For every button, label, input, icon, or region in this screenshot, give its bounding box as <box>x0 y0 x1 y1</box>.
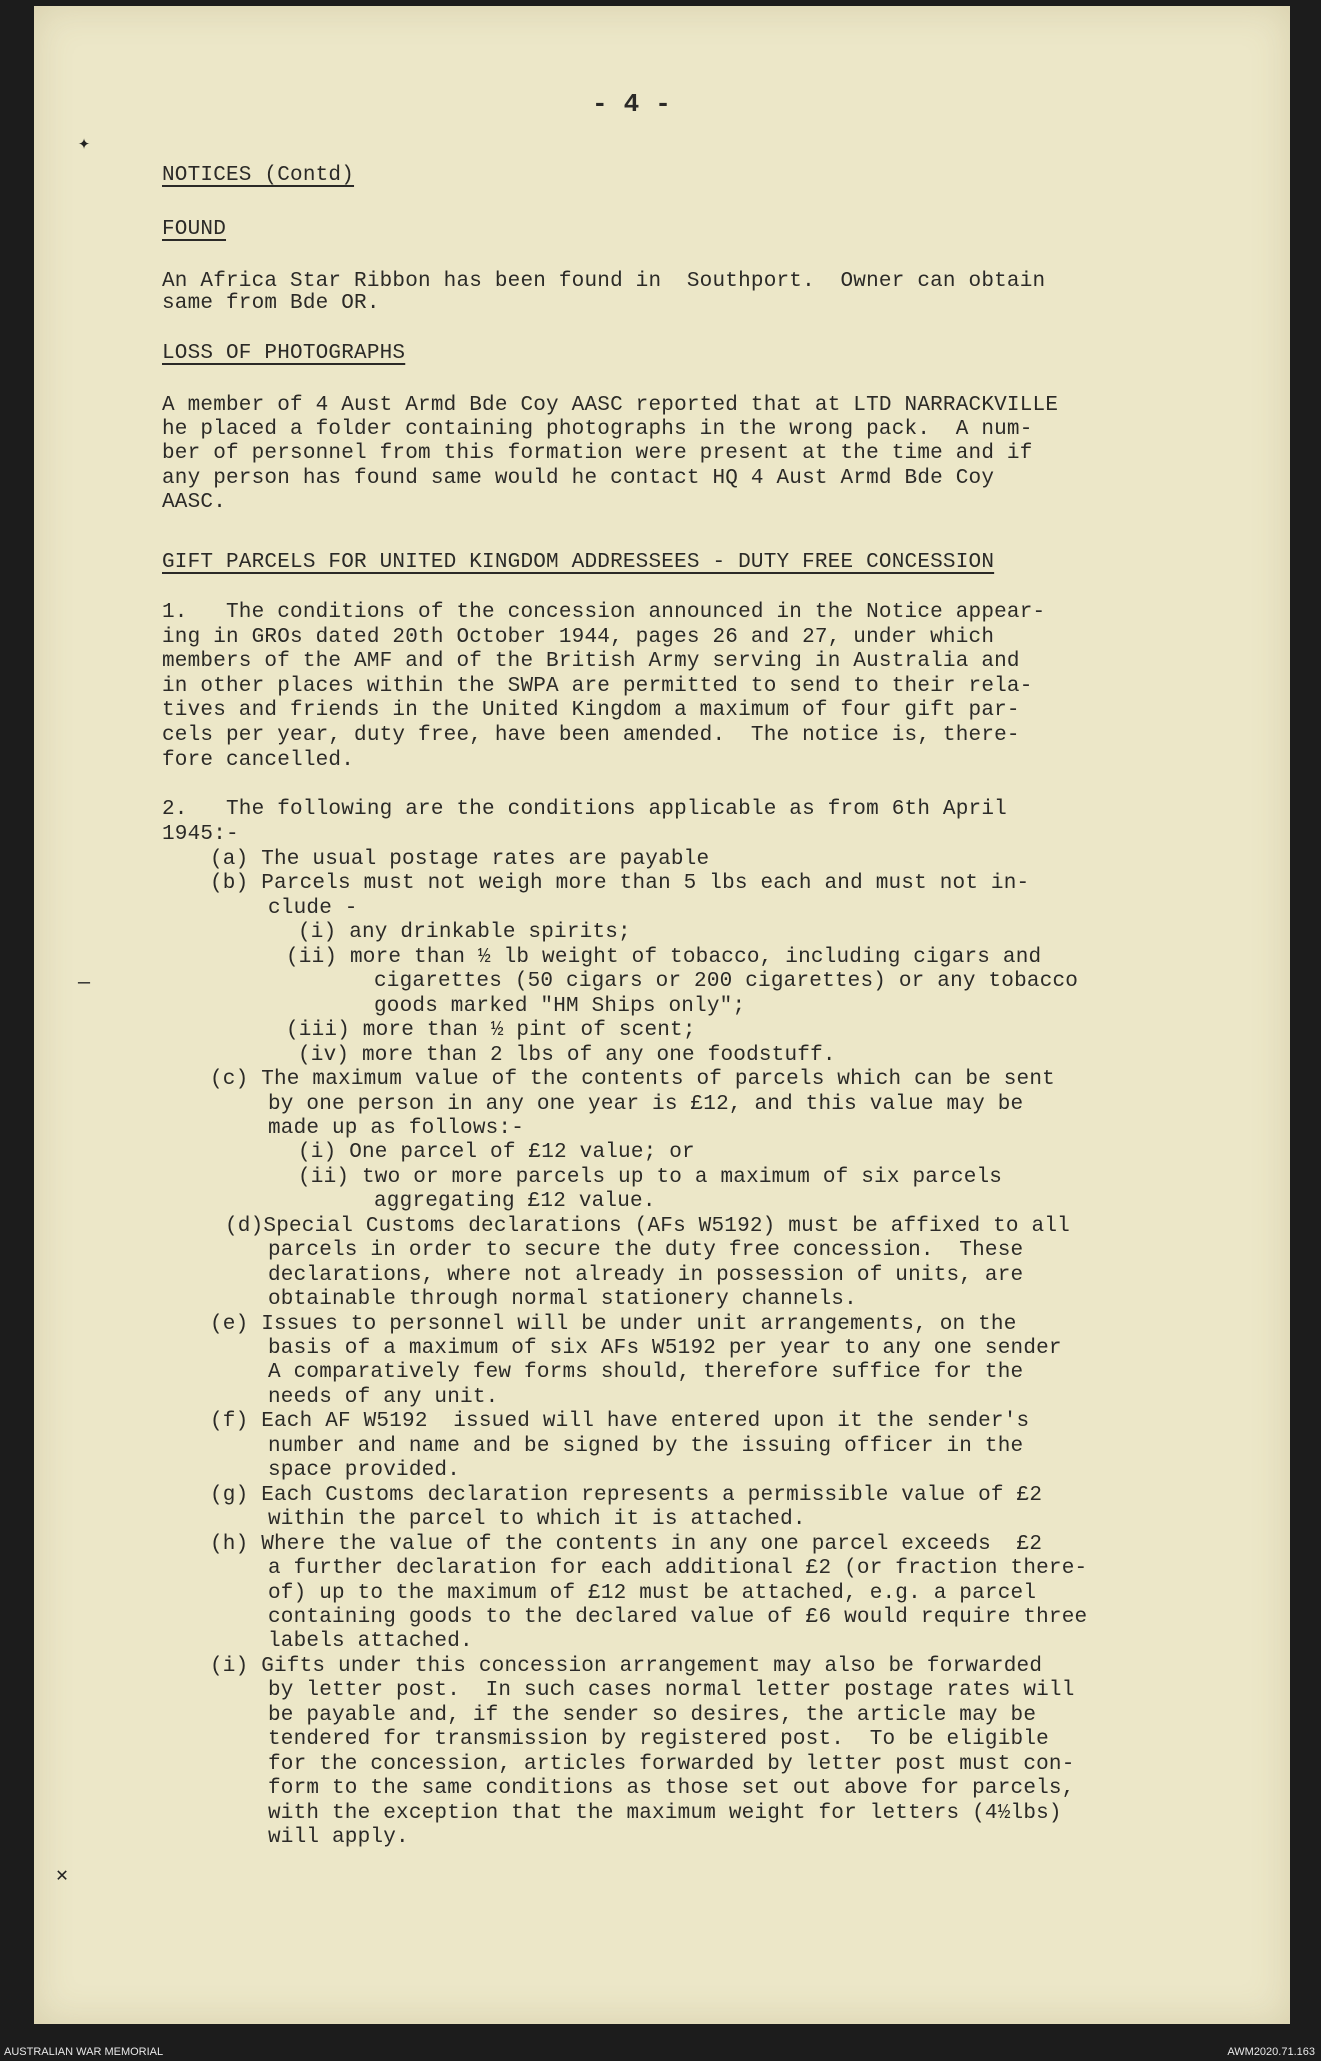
condition-line: space provided. <box>268 1459 461 1483</box>
paragraph-1-line: tives and friends in the United Kingdom a maximum of four gift par- <box>162 699 1020 723</box>
condition-line: labels attached. <box>268 1630 473 1654</box>
condition-line: basis of a maximum of six AFs W5192 per year to any one sender <box>268 1337 1062 1360</box>
condition-line: (i) Gifts under this concession arrangement may also be forwarded <box>210 1654 1043 1678</box>
condition-line: tendered for transmission by registered post. To be eligible <box>268 1728 1049 1752</box>
paragraph-2-line: 1945:- <box>162 822 239 846</box>
condition-line: (f) Each AF W5192 issued will have entered upon it the sender's <box>210 1410 1030 1434</box>
condition-line: (ii) more than ½ lb weight of tobacco, including cigars and <box>286 945 1042 969</box>
heading-notices: NOTICES (Contd) <box>162 164 355 187</box>
condition-line: goods marked "HM Ships only"; <box>374 994 746 1018</box>
loss-line: AASC. <box>162 490 227 514</box>
loss-line: A member of 4 Aust Armd Bde Coy AASC reported that at LTD NARRACKVILLE <box>162 394 1059 417</box>
condition-line: by letter post. In such cases normal letter postage rates will <box>268 1679 1075 1703</box>
condition-line: declarations, where not already in possession of units, are <box>268 1263 1024 1287</box>
heading-gift-parcels: GIFT PARCELS FOR UNITED KINGDOM ADDRESSEES - DUTY FREE CONCESSION <box>162 551 995 574</box>
paragraph-2-line: 2. The following are the conditions applicable as from 6th April <box>162 798 1007 821</box>
condition-line: within the parcel to which it is attached. <box>268 1508 806 1532</box>
footer-accession-number: AWM2020.71.163 <box>1227 2046 1315 2058</box>
condition-line: parcels in order to secure the duty free concession. These <box>268 1239 1024 1263</box>
condition-line: obtainable through normal stationery channels. <box>268 1288 857 1312</box>
condition-line: form to the same conditions as those set out above for parcels, <box>268 1777 1075 1801</box>
condition-line: a further declaration for each additional £2 (or fraction there- <box>268 1557 1088 1581</box>
margin-mark-top: ✦ <box>78 133 91 156</box>
paragraph-1-line: 1. The conditions of the concession announced in the Notice appear- <box>162 601 1046 624</box>
loss-line: ber of personnel from this formation were present at the time and if <box>162 442 1033 466</box>
condition-line: number and name and be signed by the issuing officer in the <box>268 1434 1024 1458</box>
condition-line: (a) The usual postage rates are payable <box>210 848 710 871</box>
found-line: same from Bde OR. <box>162 292 380 315</box>
condition-line: (i) One parcel of £12 value; or <box>298 1141 695 1165</box>
condition-line: (i) any drinkable spirits; <box>298 921 631 945</box>
condition-line: (ii) two or more parcels up to a maximum of six parcels <box>298 1165 1003 1189</box>
document-page <box>34 6 1290 2024</box>
heading-found: FOUND <box>162 218 227 241</box>
paragraph-1-line: in other places within the SWPA are permitted to send to their rela- <box>162 674 1033 698</box>
condition-line: (g) Each Customs declaration represents a permissible value of £2 <box>210 1483 1043 1507</box>
condition-line: (c) The maximum value of the contents of parcels which can be sent <box>210 1068 1055 1092</box>
condition-line: by one person in any one year is £12, and this value may be <box>268 1092 1024 1116</box>
condition-line: with the exception that the maximum weight for letters (4½lbs) <box>268 1801 1062 1825</box>
condition-line: will apply. <box>268 1826 409 1849</box>
condition-line: (iii) more than ½ pint of scent; <box>286 1019 696 1043</box>
margin-mark-middle: — <box>78 972 91 995</box>
condition-line: clude - <box>268 896 358 920</box>
condition-line: be payable and, if the sender so desires, the article may be <box>268 1703 1037 1727</box>
loss-line: any person has found same would he contact HQ 4 Aust Armd Bde Coy <box>162 466 995 490</box>
condition-line: cigarettes (50 cigars or 200 cigarettes) or any tobacco <box>374 970 1079 994</box>
paragraph-1-line: ing in GROs dated 20th October 1944, pages 26 and 27, under which <box>162 625 995 649</box>
condition-line: (b) Parcels must not weigh more than 5 lbs each and must not in- <box>210 872 1030 896</box>
heading-loss-of-photographs: LOSS OF PHOTOGRAPHS <box>162 342 406 365</box>
condition-line: (iv) more than 2 lbs of any one foodstuff. <box>298 1043 836 1067</box>
found-line: An Africa Star Ribbon has been found in Southport. Owner can obtain <box>162 270 1046 293</box>
footer-credit: AUSTRALIAN WAR MEMORIAL <box>4 2046 164 2058</box>
paragraph-1-line: fore cancelled. <box>162 748 355 772</box>
paragraph-1-line: cels per year, duty free, have been amended. The notice is, there- <box>162 724 1020 747</box>
loss-line: he placed a folder containing photographs in the wrong pack. A num- <box>162 418 1033 442</box>
condition-line: A comparatively few forms should, therefore suffice for the <box>268 1361 1024 1385</box>
page-number: - 4 - <box>592 89 672 119</box>
condition-line: needs of any unit. <box>268 1385 499 1409</box>
condition-line: (h) Where the value of the contents in any one parcel exceeds £2 <box>210 1532 1043 1556</box>
condition-line: (d)Special Customs declarations (AFs W5192) must be affixed to all <box>225 1214 1070 1238</box>
condition-line: (e) Issues to personnel will be under unit arrangements, on the <box>210 1312 1017 1336</box>
condition-line: of) up to the maximum of £12 must be attached, e.g. a parcel <box>268 1581 1037 1605</box>
paragraph-1-line: members of the AMF and of the British Army serving in Australia and <box>162 650 1020 674</box>
condition-line: aggregating £12 value. <box>374 1190 656 1214</box>
condition-line: made up as follows:- <box>268 1116 525 1140</box>
condition-line: for the concession, articles forwarded by letter post must con- <box>268 1752 1075 1776</box>
margin-mark-bottom: ✕ <box>56 1865 69 1888</box>
condition-line: containing goods to the declared value of £6 would require three <box>268 1605 1088 1629</box>
